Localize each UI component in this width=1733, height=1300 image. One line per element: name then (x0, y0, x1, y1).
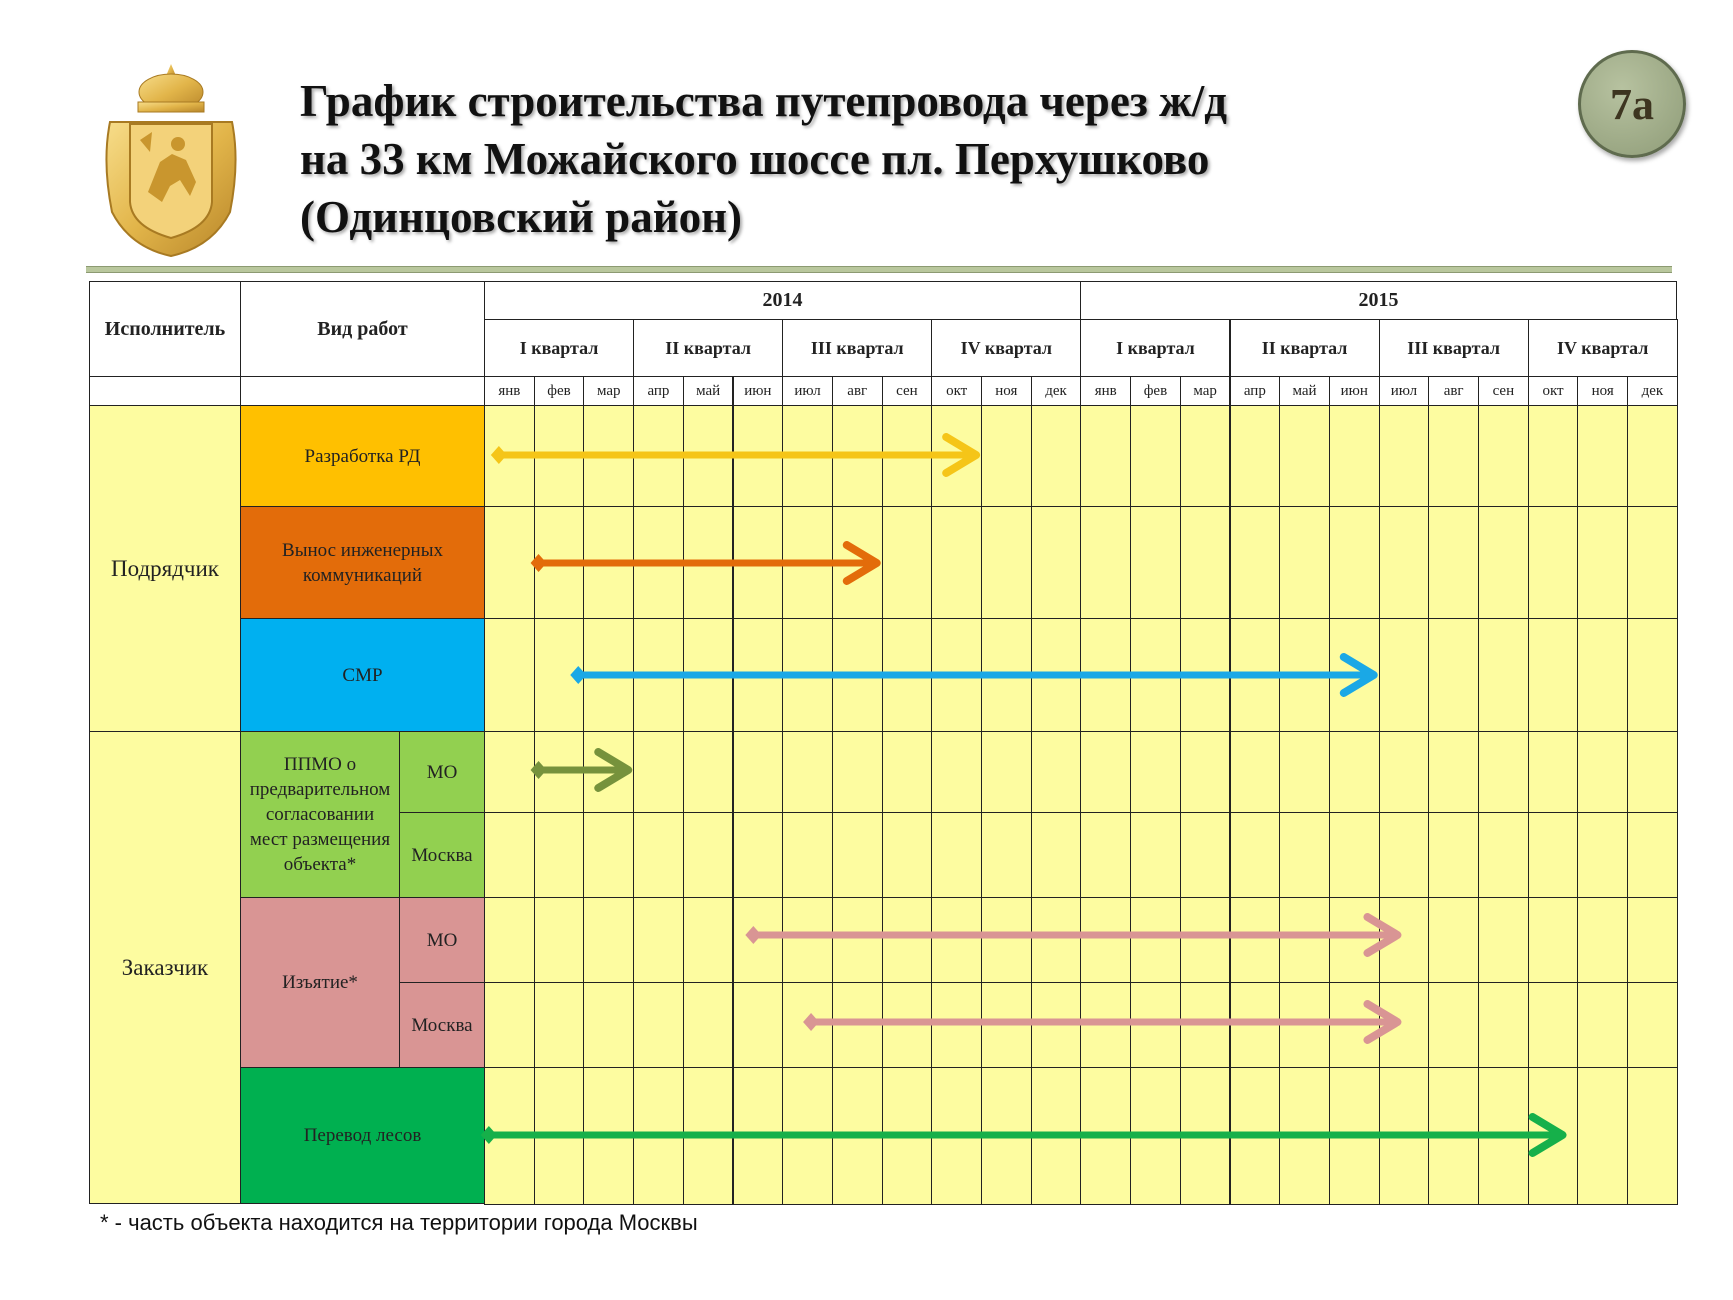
month-header: мар (1180, 376, 1231, 406)
arrow-forest-transfer-tail (481, 1126, 497, 1144)
header-executor: Исполнитель (89, 281, 241, 377)
month-header: июн (1329, 376, 1380, 406)
month-header: июл (1379, 376, 1430, 406)
task-izyatie-moscow: Москва (399, 982, 485, 1068)
month-header: сен (882, 376, 933, 406)
arrow-smr-tail (570, 666, 586, 684)
month-header: окт (1528, 376, 1579, 406)
quarter-header: III квартал (782, 319, 932, 377)
month-header: май (683, 376, 734, 406)
task-ppmo-mo: МО (399, 731, 485, 813)
month-header: июл (782, 376, 833, 406)
quarter-header: I квартал (1080, 319, 1230, 377)
quarter-header: IV квартал (931, 319, 1081, 377)
arrow-smr (570, 657, 1374, 693)
quarter-header: II квартал (1230, 319, 1380, 377)
arrow-izyatie-moscow (803, 1004, 1397, 1040)
quarter-header: II квартал (633, 319, 783, 377)
quarter-header: IV квартал (1528, 319, 1678, 377)
month-header: янв (484, 376, 535, 406)
arrow-izyatie-moscow-tail (803, 1013, 819, 1031)
month-header: ноя (981, 376, 1032, 406)
task-utilities-relocation: Вынос инженерных коммуникаций (240, 506, 485, 619)
title-line-2: на 33 км Можайского шоссе пл. Перхушково (300, 134, 1210, 184)
footnote: * - часть объекта находится на территории города Москвы (100, 1210, 698, 1235)
title-line-3: (Одинцовский район) (300, 192, 743, 242)
arrow-rd-development (491, 437, 976, 473)
month-header: авг (1428, 376, 1479, 406)
arrow-utilities-relocation-tail (531, 554, 547, 572)
task-ppmo: ППМО о предварительном согласовании мест размещения объекта* (240, 731, 400, 898)
arrow-ppmo-mo-tail (531, 761, 547, 779)
month-header: авг (832, 376, 883, 406)
arrow-rd-development-tail (491, 446, 507, 464)
arrow-ppmo-mo (531, 752, 629, 788)
month-header: сен (1478, 376, 1529, 406)
month-header: мар (583, 376, 634, 406)
arrow-forest-transfer (481, 1117, 1563, 1153)
quarter-header: I квартал (484, 319, 634, 377)
month-header: июн (733, 376, 784, 406)
month-header: ноя (1577, 376, 1628, 406)
quarter-header: III квартал (1379, 319, 1529, 377)
executor-customer: Заказчик (89, 731, 241, 1204)
slide-number-badge: 7а (1578, 50, 1686, 158)
arrow-utilities-relocation (531, 545, 877, 581)
year-2015: 2015 (1080, 281, 1677, 320)
month-header: май (1279, 376, 1330, 406)
task-rd-development: Разработка РД (240, 405, 485, 507)
arrow-izyatie-mo-tail (745, 926, 761, 944)
header-work-type: Вид работ (240, 281, 485, 377)
task-izyatie: Изъятие* (240, 897, 400, 1068)
month-header: янв (1080, 376, 1131, 406)
month-header: дек (1031, 376, 1082, 406)
executor-contractor: Подрядчик (89, 405, 241, 732)
task-smr: СМР (240, 618, 485, 732)
month-header: фев (1130, 376, 1181, 406)
title-line-1: График строительства путепровода через ж/д (300, 76, 1228, 126)
task-izyatie-mo: МО (399, 897, 485, 983)
arrow-izyatie-mo (745, 917, 1397, 953)
task-forest-transfer: Перевод лесов (240, 1067, 485, 1204)
task-ppmo-moscow: Москва (399, 812, 485, 898)
month-header: апр (633, 376, 684, 406)
year-2014: 2014 (484, 281, 1081, 320)
month-header: апр (1230, 376, 1281, 406)
month-header: фев (534, 376, 585, 406)
month-header: окт (931, 376, 982, 406)
month-header: дек (1627, 376, 1678, 406)
